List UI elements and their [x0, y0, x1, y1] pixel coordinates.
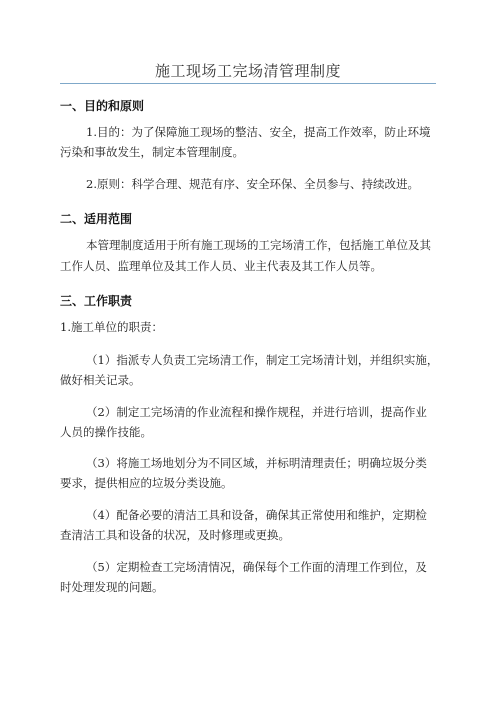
paragraph-line: 查清洁工具和设备的状况，及时修理或更换。 — [60, 528, 290, 542]
paragraph-line: 做好相关记录。 — [60, 373, 141, 387]
section-heading-scope: 二、适用范围 — [60, 212, 133, 226]
paragraph-line: （4）配备必要的清洁工具和设备，确保其正常使用和维护，定期检 — [86, 508, 427, 522]
document-title: 施工现场工完场清管理制度 — [154, 62, 341, 80]
paragraph-line: 要求，提供相应的垃圾分类设施。 — [60, 476, 233, 490]
paragraph-line: 时处理发现的问题。 — [60, 580, 164, 594]
paragraph-line: 人员的操作技能。 — [60, 425, 152, 439]
paragraph-line: （3）将施工场地划分为不同区域，并标明清理责任；明确垃圾分类 — [86, 456, 427, 470]
title-underline — [60, 83, 436, 84]
paragraph-line: 1.目的：为了保障施工现场的整洁、安全，提高工作效率，防止环境 — [86, 125, 431, 139]
paragraph-line: （1）指派专人负责工完场清工作，制定工完场清计划，并组织实施， — [86, 353, 439, 367]
paragraph-line: 污染和事故发生，制定本管理制度。 — [60, 145, 244, 159]
paragraph-line: 工作人员、监理单位及其工作人员、业主代表及其工作人员等。 — [60, 259, 382, 273]
section-heading-duties: 三、工作职责 — [60, 294, 133, 308]
paragraph-line: 1.施工单位的职责： — [60, 320, 163, 334]
section-heading-purpose: 一、目的和原则 — [60, 99, 145, 113]
paragraph-line: （5）定期检查工完场清情况，确保每个工作面的清理工作到位，及 — [86, 560, 427, 574]
paragraph-line: （2）制定工完场清的作业流程和操作规程，并进行培训，提高作业 — [86, 405, 427, 419]
paragraph-line: 2.原则：科学合理、规范有序、安全环保、全员参与、持续改进。 — [86, 177, 419, 191]
paragraph-line: 本管理制度适用于所有施工现场的工完场清工作，包括施工单位及其 — [86, 238, 431, 252]
